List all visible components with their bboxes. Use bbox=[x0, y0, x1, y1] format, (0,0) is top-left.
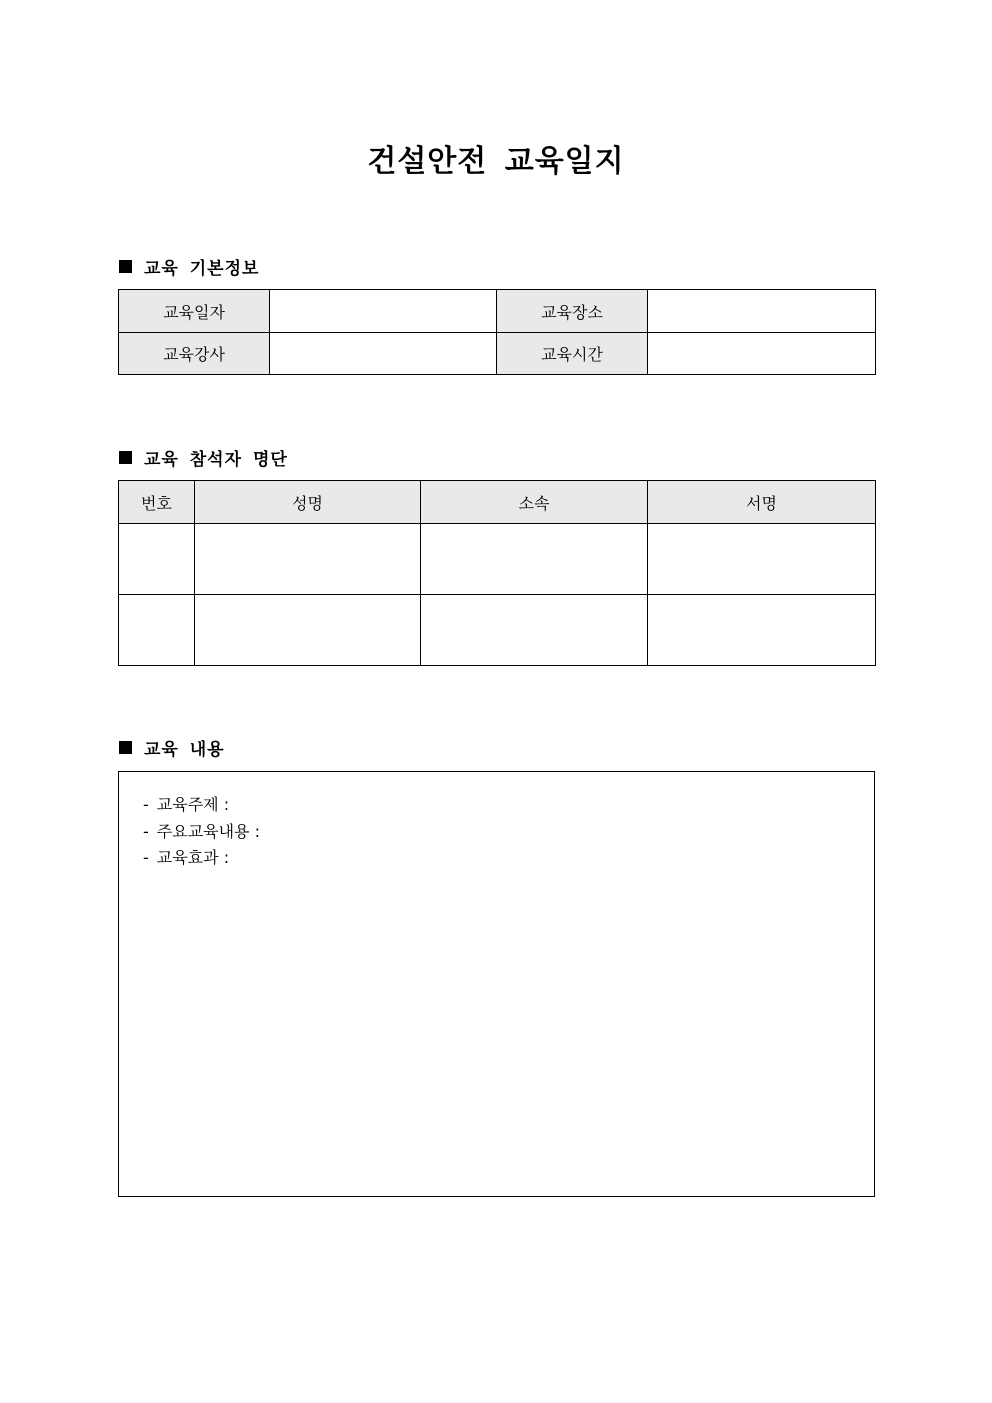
table-header-row bbox=[119, 481, 876, 524]
name-cell[interactable] bbox=[195, 595, 421, 666]
education-time-field[interactable] bbox=[648, 333, 876, 375]
education-content-box[interactable] bbox=[118, 771, 875, 1197]
attendees-table bbox=[118, 480, 876, 666]
list-item-main-content bbox=[143, 819, 874, 846]
column-header-affiliation: 소속 bbox=[421, 481, 648, 524]
label-education-place: 교육장소 bbox=[497, 290, 648, 333]
square-bullet-icon bbox=[119, 741, 132, 754]
signature-cell[interactable] bbox=[648, 524, 876, 595]
column-header-name: 성명 bbox=[195, 481, 421, 524]
main-content-label: 주요교육내용 : bbox=[156, 821, 260, 841]
column-header-number: 번호 bbox=[119, 481, 195, 524]
affiliation-cell[interactable] bbox=[421, 524, 648, 595]
square-bullet-icon bbox=[119, 451, 132, 464]
content-list bbox=[119, 772, 874, 872]
signature-cell[interactable] bbox=[648, 595, 876, 666]
section-heading-attendees bbox=[119, 445, 288, 470]
list-item-topic bbox=[143, 792, 874, 819]
instructor-field[interactable] bbox=[270, 333, 497, 375]
number-cell[interactable] bbox=[119, 524, 195, 595]
label-education-time: 교육시간 bbox=[497, 333, 648, 375]
affiliation-cell[interactable] bbox=[421, 595, 648, 666]
section-heading-label: 교육 참석자 명단 bbox=[144, 450, 288, 470]
table-row bbox=[119, 595, 876, 666]
label-instructor: 교육강사 bbox=[119, 333, 270, 375]
section-heading-label: 교육 내용 bbox=[144, 740, 225, 760]
list-item-effect bbox=[143, 845, 874, 872]
label-education-date: 교육일자 bbox=[119, 290, 270, 333]
section-heading-label: 교육 기본정보 bbox=[144, 259, 260, 279]
section-heading-content bbox=[119, 735, 225, 760]
name-cell[interactable] bbox=[195, 524, 421, 595]
basic-info-table bbox=[118, 289, 876, 375]
document-title: 건설안전 교육일지 bbox=[367, 144, 625, 179]
section-heading-basic-info bbox=[119, 254, 259, 279]
effect-label: 교육효과 : bbox=[156, 848, 230, 867]
dash-bullet: - bbox=[143, 848, 149, 867]
square-bullet-icon bbox=[119, 260, 132, 273]
number-cell[interactable] bbox=[119, 595, 195, 666]
dash-bullet: - bbox=[143, 821, 149, 841]
column-header-signature: 서명 bbox=[648, 481, 876, 524]
table-row bbox=[119, 290, 876, 333]
table-row bbox=[119, 524, 876, 595]
education-place-field[interactable] bbox=[648, 290, 876, 333]
table-row bbox=[119, 333, 876, 375]
dash-bullet: - bbox=[143, 795, 149, 814]
topic-label: 교육주제 : bbox=[156, 795, 230, 814]
education-date-field[interactable] bbox=[270, 290, 497, 333]
